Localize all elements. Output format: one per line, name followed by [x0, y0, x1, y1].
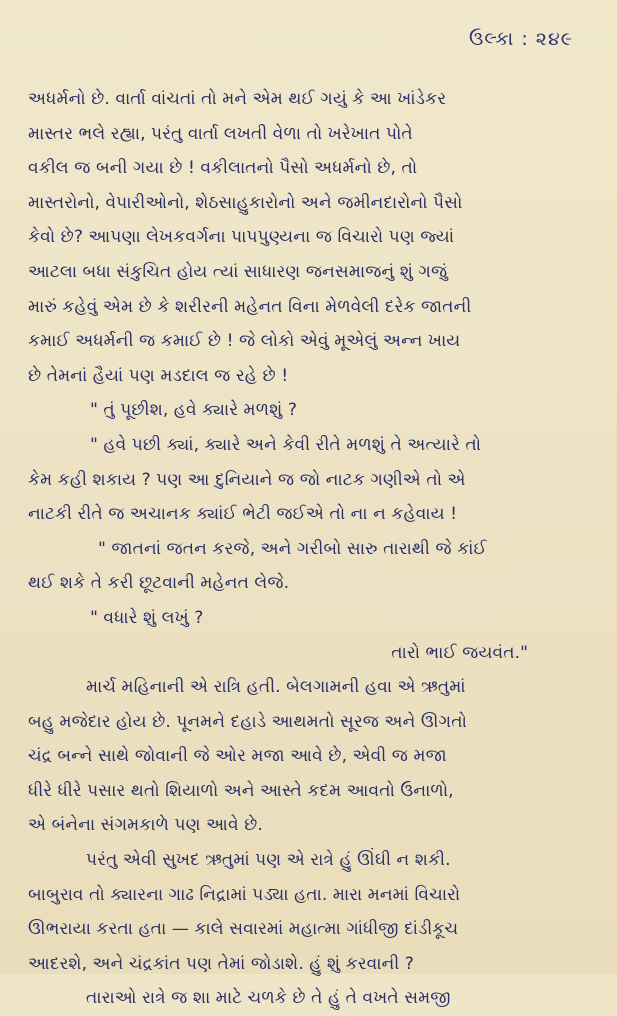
text-line: નાટકી રીતે જ અચાનક ક્યાંઈ ભેટી જઈએ તો ના ન કહેવાય ! [28, 504, 458, 525]
text-line: કેવો છે? આપણા લેખકવર્ગના પાપપુણ્યના જ વિચારો પણ જ્યાં [28, 227, 455, 248]
text-line: આટલા બધા સંકુચિત હોય ત્યાં સાધારણ જનસમાજનું શું ગજું [28, 261, 448, 282]
text-line: ચંદ્ર બન્ને સાથે જોવાની જે ઓર મજા આવે છે, એવી જ મજા [28, 746, 447, 767]
text-line: આદરશે, અને ચંદ્રકાંત પણ તેમાં જોડાશે. હું શું કરવાની ? [28, 953, 414, 974]
text-line: ઊભરાયા કરતા હતા — કાલે સવારમાં મહાત્મા ગાંધીજી દાંડીકૂચ [28, 919, 459, 940]
text-line: બહુ મજેદાર હોય છે. પૂનમને દહાડે આથમતો સૂરજ અને ઊગતો [28, 711, 467, 732]
page-header: ઉલ્કા : ૨૪૯ [469, 28, 573, 50]
signature-line: તારો ભાઈ જયવંત." [391, 642, 528, 663]
text-line: " જાતનાં જતન કરજે, અને ગરીબો સારુ તારાથી જે કાંઈ [98, 538, 487, 559]
text-line: બાબુરાવ તો ક્યારના ગાઢ નિદ્રામાં પડ્યા હતા. મારા મનમાં વિચારો [28, 884, 461, 905]
text-line: માસ્તરોનો, વેપારીઓનો, શેઠસાહુકારોનો અને જમીનદારોનો પૈસો [28, 192, 463, 213]
text-line: વકીલ જ બની ગયા છે ! વકીલાતનો પૈસો અધર્મનો છે, તો [28, 158, 418, 179]
text-line: કમાઈ અધર્મની જ કમાઈ છે ! જે લોકો એવું મૂએલું અન્ન ખાય [28, 331, 461, 352]
text-line: " તું પૂછીશ, હવે ક્યારે મળશું ? [90, 400, 297, 421]
text-line: છે તેમનાં હૈયાં પણ મડદાલ જ રહે છે ! [28, 365, 289, 386]
page-body [28, 82, 584, 1016]
text-line: અધર્મનો છે. વાર્તા વાંચતાં તો મને એમ થઈ ગયું કે આ ખાંડેકર [28, 89, 447, 109]
text-line: ધીરે ધીરે પસાર થતો શિયાળો અને આસ્તે કદમ આવતો ઉનાળો, [28, 780, 454, 801]
text-line: માસ્તર ભલે રહ્યા, પરંતુ વાર્તા લખતી વેળા તો ખરેખાત પોતે [28, 123, 413, 144]
text-line: " હવે પછી ક્યાં, ક્યારે અને કેવી રીતે મળશું તે અત્યારે તો [90, 434, 482, 455]
text-line: પરંતુ એવી સુખદ ઋતુમાં પણ એ રાત્રે હું ઊંઘી ન શકી. [86, 850, 451, 871]
text-line: મારું કહેવું એમ છે કે શરીરની મહેનત વિના મેળવેલી દરેક જાતની [28, 296, 472, 317]
text-line: એ બંનેના સંગમકાળે પણ આવે છે. [28, 815, 263, 836]
text-line: કેમ કહી શકાય ? પણ આ દુનિયાને જ જો નાટક ગણીએ તો એ [28, 469, 466, 490]
text-line: માર્ચ મહિનાની એ રાત્રિ હતી. બેલગામની હવા એ ઋતુમાં [86, 677, 466, 698]
text-line: " વધારે શું લખું ? [90, 607, 204, 628]
text-line: થઈ શકે તે કરી છૂટવાની મહેનત લેજે. [28, 573, 290, 594]
text-line: તારાઓ રાત્રે જ શા માટે ચળકે છે તે હું તે વખતે સમજી [86, 988, 451, 1009]
